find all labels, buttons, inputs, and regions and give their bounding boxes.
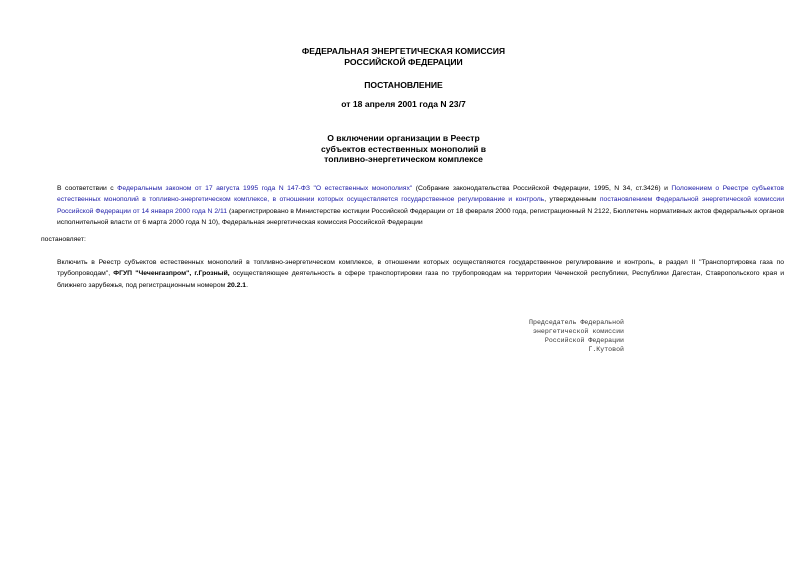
- registration-number: 20.2.1: [227, 281, 247, 289]
- preamble-paragraph: [41, 183, 784, 228]
- subject-line-1: О включении организации в Реестр: [327, 133, 480, 143]
- signatory-name: Г.Кутовой: [588, 346, 624, 353]
- signature-line-3: Российской Федерации: [544, 337, 624, 344]
- signature-block: [470, 318, 624, 354]
- organization-name: ФГУП "Чеченгазпром", г.Грозный,: [113, 270, 230, 278]
- resolution-paragraph: [41, 257, 784, 291]
- issuer-line-2: РОССИЙСКОЙ ФЕДЕРАЦИИ: [344, 56, 463, 67]
- preamble-text-3: , утвержденным: [544, 196, 600, 204]
- issuer-header: [0, 46, 807, 67]
- resolves-line: постановляет:: [41, 236, 86, 243]
- fek-resolution-link[interactable]: постановлением Федеральной энергетической комиссии Российской Федерации от 14 января 2000 года N 2/11: [57, 196, 784, 215]
- preamble-text-2: (Собрание законодательства Российской Федерации, 1995, N 34, ст.3426) и: [412, 185, 672, 192]
- signature-line-1: Председатель Федеральной: [529, 319, 624, 326]
- document-date: от 18 апреля 2001 года N 23/7: [341, 99, 466, 109]
- subject-line-2: субъектов естественных монополий в: [320, 143, 487, 154]
- registry-regulation-link[interactable]: Положением о Реестре субъектов естественных монополий в топливно-энергетическом комплексе, в отношении которых осуществляется государственное регулирование и контроль: [57, 185, 785, 204]
- subject-line-3: топливно-энергетическом комплексе: [324, 154, 483, 165]
- resolution-text-2: осуществляющее деятельность в сфере транспортировки газа по трубопроводам на территории Чеченской республики, Республики Дагестан, Ставропольского края и ближнего зарубежья, под регистрационным номером: [57, 270, 784, 289]
- preamble-text-1: В соответствии с: [57, 185, 118, 192]
- resolution-text-3: .: [246, 281, 248, 289]
- federal-law-link[interactable]: Федеральным законом от 17 августа 1995 года N 147-ФЗ "О естественных монополиях": [117, 185, 413, 192]
- preamble-text-4: (зарегистрировано в Министерстве юстиции Российской Федерации от 18 февраля 2000 года, регистрационный N 2122, Бюллетень нормативных актов федеральных органов исполнительной власти от 6 марта 2000 года N 10), Федеральная энергетическая комиссия Российской Федерации: [57, 207, 784, 226]
- issuer-line-1: ФЕДЕРАЛЬНАЯ ЭНЕРГЕТИЧЕСКАЯ КОМИССИЯ: [301, 46, 506, 56]
- resolution-text-1: Включить в Реестр субъектов естественных монополий в топливно-энергетическом комплексе, в отношении которых осуществляются государственное регулирование и контроль, в раздел II "Транспортировка газа по трубопроводам",: [57, 259, 784, 278]
- document-subject: [0, 133, 807, 165]
- signature-line-2: энергетической комиссии: [532, 328, 624, 335]
- document-type: ПОСТАНОВЛЕНИЕ: [364, 80, 443, 90]
